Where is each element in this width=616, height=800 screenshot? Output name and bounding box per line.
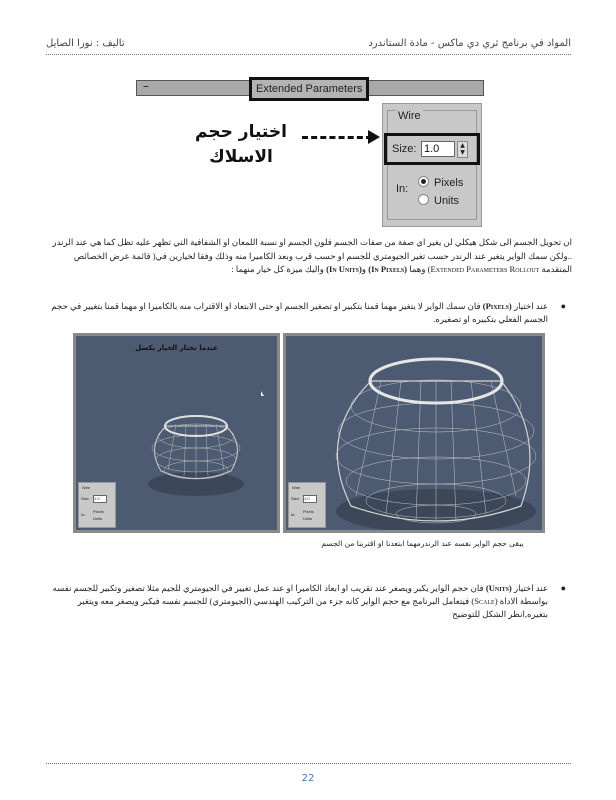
in-label: In: [396,183,409,195]
mini-in-label: In: [291,512,296,517]
bullet-pixels [46,300,570,326]
viewport-screenshot-far [73,333,280,533]
mini-size-input: 1.0 [93,495,107,503]
bullet2-text-1: عند اختيار [513,583,548,593]
rollout-title: Extended Parameters [249,77,369,101]
header-title: المواد في برنامج ثري دي ماكس - مادة الستاندرد [368,38,571,49]
radio-pixels-label: Pixels [434,177,464,189]
radio-pixels[interactable] [418,176,463,189]
mini-size-label: Size: [291,496,300,501]
mini-wire-label: Wire [292,485,301,490]
bullet-icon: ● [560,583,566,593]
arrow-head-icon [368,130,380,144]
wire-group-label: Wire [398,110,421,122]
size-input[interactable]: 1.0 [421,141,455,157]
term-extended-parameters: Extended Parameters Rollout [430,264,540,274]
bullet-units [46,582,570,621]
intro-paragraph [46,236,572,277]
wire-panel [382,103,482,227]
term-in-pixels: (In Pixels) [368,264,408,274]
mini-units-label: Units [303,516,313,521]
screenshot-caption: عندما نختار الخيار بكسل [135,344,218,352]
bullet1-text-2: فان سمك الواير لا يتغير مهما قمنا بتكبير او تصغير الجسم او حتى الابتعاد او الاقتراب منه بالكاميرا او مهما قمنا بتغيير في حجم الجسم الفعلي بتكبيره او تصغيره. [51,301,548,324]
bullet1-text-1: عند اختيار [513,301,548,311]
rollout-bar [136,80,484,96]
mini-size-label: Size: [81,496,90,501]
term-units: (Units) [485,583,512,593]
term-scale: (Scale) [471,596,498,606]
annotation-line-2: الاسلاك [209,147,273,167]
mini-size-input: 1.0 [303,495,317,503]
size-label: Size: [392,143,417,155]
intro-text-1: ان تحويل الجسم الى شكل هيكلي لن يغير اي صفة من صفات الجسم فلون الجسم او نسبة اللمعان او الشفافية التي تظهر عليه تظل كما هي عند الرندر ..ولكن سمك الواير يتغير عند الرندر حسب تغير الجيومتري للجسم او حسب قرب وبعد الكاميرا منه وذلك وفقا لخيارين في( قائمة عرض الخصائص المتقدمة [52,237,572,274]
term-in-units: (In Units) [326,264,362,274]
figure-caption: يبقى حجم الواير نفسه عند الرندرمهما ابتعدنا او اقتربنا من الجسم [321,539,524,548]
mini-wire-label: Wire [82,485,91,490]
bullet-icon: ● [560,301,566,311]
size-spinner[interactable]: ▲ ▼ [457,141,468,158]
intro-text-3: و [361,264,367,274]
page-header [46,38,571,55]
intro-text-4: واليك ميزة كل خيار منهما : [231,264,324,274]
size-highlight-frame [384,133,480,165]
dashed-arrow [302,136,372,139]
bullet2-text-2: فان حجم الواير يكبر ويصغر عند تقريب او ابعاد الكاميرا او عند عمل تغيير في الجيومتري للجيم مثلا تصغير وتكبير للجسم نفسه بواسطة الاداة [52,583,548,606]
header-author: تاليف : نورا الصايل [46,38,125,49]
annotation-label [186,120,296,170]
viewport-screenshot-near [283,333,545,533]
intro-text-2: ) وهما [409,264,431,274]
annotation-line-1: اختيار حجم [195,122,287,142]
mini-in-label: In: [81,512,86,517]
extended-parameters-figure [134,76,486,226]
radio-selected-icon [418,176,429,187]
term-pixels: (Pixels) [482,301,512,311]
mini-pixels-label: Pixels [303,509,314,514]
radio-unselected-icon [418,194,429,205]
bullet2-text-3: فيتعامل البرنامج مع حجم الواير كانه جزء من التركيب الهندسي (الجيومتري) للجسم نفسه فيكبر ويصغر معه ويتغير بتغيره,انظر الشكل للتوضيح [77,596,548,619]
mini-units-label: Units [93,516,103,521]
wire-group [387,110,477,220]
mouse-cursor-icon [261,391,264,396]
footer-divider [46,763,571,764]
mini-wire-panel [288,482,326,528]
page-number: 22 [301,773,315,784]
mini-pixels-label: Pixels [93,509,104,514]
mini-wire-panel [78,482,116,528]
radio-units[interactable] [418,194,459,207]
radio-units-label: Units [434,195,460,207]
collapse-icon: – [143,79,149,93]
